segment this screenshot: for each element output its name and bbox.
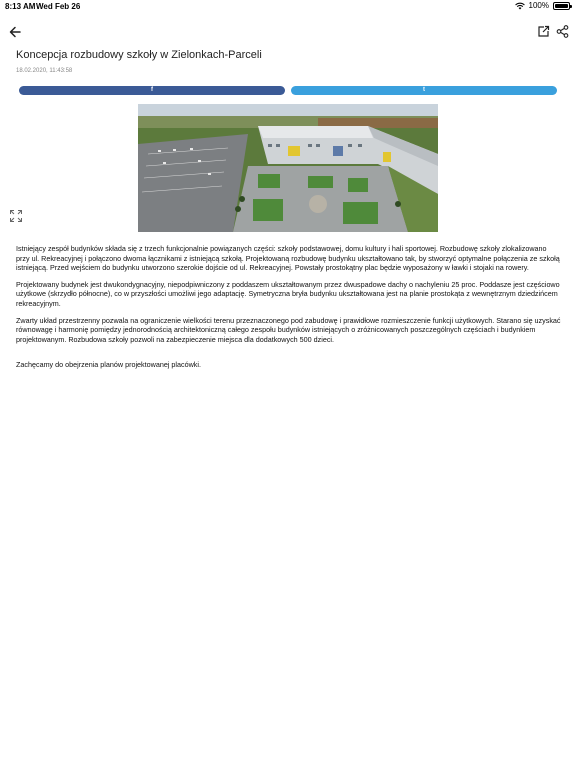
arrow-left-icon[interactable] [8,24,22,40]
status-time: 8:13 AM [5,2,36,11]
external-link-icon[interactable] [537,25,550,38]
article-paragraph-4: Zachęcamy do obejrzenia planów projektowanej placówki. [16,360,201,370]
status-right [515,1,570,10]
share-nodes-icon[interactable] [556,25,569,38]
wifi-icon [515,2,525,10]
twitter-icon: t [423,87,425,93]
article-body [16,244,561,377]
article-photo [138,104,438,232]
facebook-icon: f [151,87,153,93]
article-paragraph-3: Zwarty układ przestrzenny pozwala na ograniczenie wielkości terenu przeznaczonego pod zabudowę i prawidłowe rozmieszczenie funkcji użytkowych. Starano się uzyskać równowagę i harmonię pomiędzy jednorodnością architektoniczną całego zespołu budynków istniejących o zróżnicowanych poszczególnych częściach i budynkiem projektowanym. Rozbudowa szkoły pozwoli na zabezpieczenie miejsca dla dodatkowych 500 dzieci. [16,315,561,344]
battery-icon [553,2,570,10]
facebook-share-button[interactable] [19,86,285,95]
expand-arrows-icon[interactable] [9,209,23,223]
nav-bar [0,22,576,42]
article-date: 18.02.2020, 11:43:58 [16,68,73,74]
article-title: Koncepcja rozbudowy szkoły w Zielonkach-Parceli [16,49,262,61]
battery-percent: 100% [528,1,549,10]
battery-fill [555,4,568,8]
article-paragraph-1: Istniejący zespół budynków składa się z trzech funkcjonalnie powiązanych części: szkoły podstawowej, domu kultury i hali sportowej. Rozbudowę szkoły zlokalizowano przy ul. Rekreacyjnej i połączono dwoma łącznikami z istniejącą szkołą. Projektowaną rozbudowę budynku ukształtowano tak, by stworzyć optymalne połączenia ze szkołą istniejącą. Przed wejściem do budynku utworzono szerokie dojście od ul. Rekreacyjnej. Powstały prostokątny plac będzie wyposażony w ławki i stojaki na rowery. [16,244,560,273]
article-paragraph-2: Projektowany budynek jest dwukondygnacyjny, niepodpiwniczony z poddaszem ukształtowanym przez dwuspadowe dachy o nachyleniu 25 proc. Poddasze jest częściowo użytkowe (skrzydło północne), co w przyszłości umożliwi jego adaptację. Symetryczna bryła budynku ukształtowana jest na planie prostokąta z wewnętrznym dziedzińcem rekreacyjnym. [16,279,560,308]
twitter-share-button[interactable] [291,86,557,95]
status-bar [0,0,576,14]
status-date: Wed Feb 26 [36,2,81,11]
